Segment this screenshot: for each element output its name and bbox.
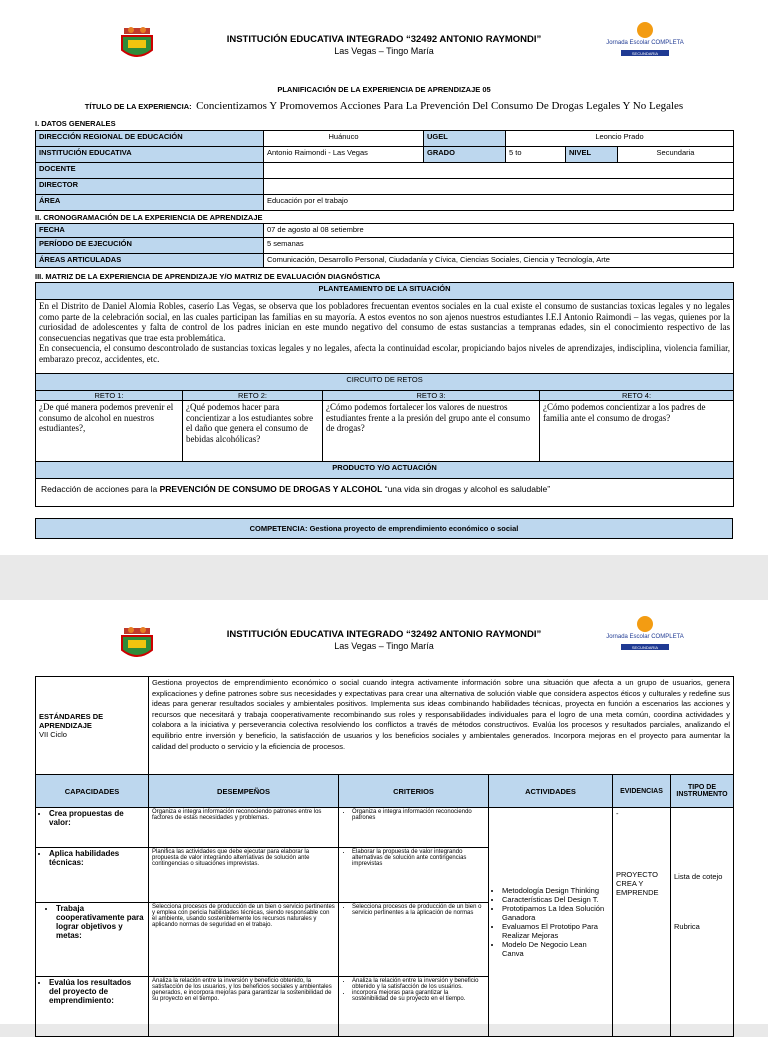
header-desempenos: DESEMPEÑOS	[149, 775, 339, 808]
cap-3: • Trabaja cooperativamente para lograr objetivos y metas:	[56, 904, 145, 940]
des-2: Planifica las actividades que debe ejecutar para elaborar la propuesta de valor integrando alternativas de solución ante contingencias o situaciones imprevistas.	[149, 848, 339, 903]
producto-post: “una vida sin drogas y alcohol es saludable”	[382, 484, 551, 494]
evidencias-cell	[613, 808, 671, 1037]
reto-4-text: ¿Cómo podemos concientizar a los padres de familia ante el consumo de drogas?	[540, 401, 734, 462]
reto-2-label: RETO 2:	[183, 391, 323, 401]
experience-title	[0, 96, 768, 114]
estandares-ciclo: VII Ciclo	[39, 730, 67, 739]
reto-1-text: ¿De qué manera podemos prevenir el consumo de alcohol en nuestros estudiantes?,	[36, 401, 183, 462]
director-label: DIRECTOR	[36, 179, 264, 195]
header-capacidades: CAPACIDADES	[36, 775, 149, 808]
estandares-table	[35, 676, 734, 775]
docente-label: DOCENTE	[36, 163, 264, 179]
nivel-label: NIVEL	[566, 147, 618, 163]
jec-logo-icon	[606, 20, 684, 64]
situacion-p2: En consecuencia, el consumo descontrolado de sustancias toxicas legales y no legales, afecta la continuidad escolar, propiciando bajos niveles de aprendizajes, indisciplina, violencia familiar, embarazo precoz, accidentes, etc.	[39, 343, 731, 364]
reto-3-text: ¿Cómo podemos fortalecer los valores de nuestros estudiantes frente a la presión del grupo ante el consumo de drogas?	[323, 401, 540, 462]
estandares-text: Gestiona proyectos de emprendimiento económico o social cuando integra activamente información sobre una situación que afecta a un grupo de usuarios, genera explicaciones y define patrones sobre sus necesidades y expectativas para crear una alternativa de solución viable que considera aspectos éticos y culturales y redefine sus ideas para generar resultados sociales y ambientales positivos. Implementa sus ideas combinando habilidades técnicas, proyecta en función a escenarios las acciones y recursos que necesitará y trabaja cooperativamente recombinando sus roles y responsabilidades individuales para el logro de una meta común, coordina actividades y colabora a la iniciativa y perseverancia colectiva resolviendo los conflictos a través de métodos constructivos. Evalúa los procesos y resultados parciales, analizando el equilibrio entre inversión y beneficio, la satisfacción de usuarios y los beneficios sociales y ambientales generados. Incorpora mejoras en el proyecto para aumentar la calidad del producto o servicio y la eficiencia de procesos.	[149, 677, 734, 775]
cronogramacion-table	[35, 223, 734, 268]
grado-label: GRADO	[424, 147, 506, 163]
cri-row-1	[339, 808, 489, 848]
producto-label: PRODUCTO Y/O ACTUACIÓN	[36, 462, 734, 479]
docente-value	[264, 163, 734, 179]
periodo-value: 5 semanas	[264, 238, 734, 254]
actividad-1: • Metodología Design Thinking	[502, 886, 609, 895]
producto-text	[36, 479, 734, 507]
nivel-value: Secundaria	[618, 147, 734, 163]
jec-logo-sub: SECUNDARIA	[631, 645, 659, 650]
experience-label: TÍTULO DE LA EXPERIENCIA:	[84, 102, 192, 111]
estandares-label: ESTÁNDARES DE APRENDIZAJE	[39, 712, 104, 730]
des-3: Selecciona procesos de producción de un bien o servicio pertinentes y emplea con pericia habilidades técnicas, siendo responsable con el ambiente, usando sosteniblemente los recursos naturales y aplicando normas de seguridad en el trabajo.	[149, 903, 339, 977]
des-1: Organiza e integra información reconociendo patrones entre los factores de estas necesidades y problemas.	[149, 808, 339, 848]
cri-row-3	[339, 903, 489, 977]
des-4: Analiza la relación entre la inversión y beneficio obtenido, la satisfacción de los usuarios, y los beneficios sociales y ambientales generados, e incorpora mejoras para garantizar la sostenibilidad de su proyecto en el tiempo.	[149, 977, 339, 1037]
grado-value: 5 to	[506, 147, 566, 163]
estandares-cell	[36, 677, 149, 775]
actividades-cell	[489, 808, 613, 1037]
areas-value: Comunicación, Desarrollo Personal, Ciudadanía y Cívica, Ciencias Sociales, Ciencia y Tecnología, Arte	[264, 254, 734, 268]
cap-row-3	[36, 903, 149, 977]
header-criterios: CRITERIOS	[339, 775, 489, 808]
instrumento-1: Lista de cotejo	[674, 872, 723, 881]
circuito-label: CIRCUITO DE RETOS	[36, 374, 734, 391]
cap-row-4	[36, 977, 149, 1037]
periodo-label: PERÍODO DE EJECUCIÓN	[36, 238, 264, 254]
situacion-label: PLANTEAMIENTO DE LA SITUACIÓN	[36, 283, 734, 300]
datos-generales-table	[35, 130, 734, 211]
capacidades-table	[35, 774, 734, 1037]
actividad-3: • Prototipamos La Idea Solución Ganadora	[502, 904, 609, 922]
page-2	[0, 600, 768, 1024]
header-evidencias: EVIDENCIAS	[613, 775, 671, 808]
actividad-5: • Modelo De Negocio Lean Canva	[502, 940, 609, 958]
reto-1-label: RETO 1:	[36, 391, 183, 401]
fecha-label: FECHA	[36, 224, 264, 238]
instrumento-cell	[671, 808, 734, 1037]
header-actividades: ACTIVIDADES	[489, 775, 613, 808]
ie-label: INSTITUCIÓN EDUCATIVA	[36, 147, 264, 163]
cri-3: • Selecciona procesos de producción de un bien o servicio pertinentes a la aplicación de normas	[352, 904, 485, 916]
datos-heading: I. DATOS GENERALES	[35, 119, 116, 128]
dre-value: Huánuco	[264, 131, 424, 147]
evidencias-text: PROYECTO CREA Y EMPRENDE	[616, 870, 659, 897]
cri-row-2	[339, 848, 489, 903]
areas-label: ÁREAS ARTICULADAS	[36, 254, 264, 268]
area-label: ÁREA	[36, 195, 264, 211]
matriz-table	[35, 282, 734, 507]
jec-logo-text: Jornada Escolar COMPLETA	[606, 40, 684, 46]
situacion-text	[36, 300, 734, 374]
instrumento-2: Rubrica	[674, 922, 700, 931]
producto-bold: PREVENCIÓN DE CONSUMO DE DROGAS Y ALCOHOL	[159, 484, 383, 494]
actividad-4: • Evaluamos El Prototipo Para Realizar Mejoras	[502, 922, 609, 940]
area-value: Educación por el trabajo	[264, 195, 734, 211]
cap-row-1	[36, 808, 149, 848]
school-location: Las Vegas – Tingo María	[334, 46, 434, 56]
ugel-value: Leoncio Prado	[506, 131, 734, 147]
cap-4: • Evalúa los resultados del proyecto de emprendimiento:	[49, 978, 145, 1005]
jec-logo-icon	[606, 614, 684, 658]
cri-1: • Organiza e integra información reconociendo patrones	[352, 809, 485, 821]
reto-2-text: ¿Qué podemos hacer para concientizar a los estudiantes sobre el daño que genera el consumo de bebidas alcohólicas?	[183, 401, 323, 462]
dre-label: DIRECCIÓN REGIONAL DE EDUCACIÓN	[36, 131, 264, 147]
director-value	[264, 179, 734, 195]
jec-logo-text: Jornada Escolar COMPLETA	[606, 634, 684, 640]
reto-3-label: RETO 3:	[323, 391, 540, 401]
ie-value: Antonio Raimondi - Las Vegas	[264, 147, 424, 163]
actividad-2: • Características Del Design T.	[502, 895, 609, 904]
ugel-label: UGEL	[424, 131, 506, 147]
matriz-heading: III. MATRIZ DE LA EXPERIENCIA DE APRENDIZAJE Y/O MATRIZ DE EVALUACIÓN DIAGNÓSTICA	[35, 272, 381, 281]
cri-2: • Elaborar la propuesta de valor integrando alternativas de solución ante contingencias imprevistas	[352, 849, 485, 867]
cri-4a: • Analiza la relación entre la inversión y beneficio obtenido y la satisfacción de los usuarios.	[352, 978, 485, 990]
cri-row-4	[339, 977, 489, 1037]
school-name: INSTITUCIÓN EDUCATIVA INTEGRADO “32492 ANTONIO RAYMONDI”	[226, 629, 542, 640]
jec-logo-sub: SECUNDARIA	[631, 51, 659, 56]
plan-title: PLANIFICACIÓN DE LA EXPERIENCIA DE APRENDIZAJE 05	[277, 85, 491, 94]
cap-2: • Aplica habilidades técnicas:	[49, 849, 145, 867]
school-name: INSTITUCIÓN EDUCATIVA INTEGRADO “32492 ANTONIO RAYMONDI”	[226, 34, 542, 45]
experience-value: Concientizamos Y Promovemos Acciones Para La Prevención Del Consumo De Drogas Legales Y No Legales	[196, 100, 684, 112]
cri-4b: • incorpora mejoras para garantizar la sostenibilidad de su proyecto en el tiempo.	[352, 990, 485, 1002]
reto-4-label: RETO 4:	[540, 391, 734, 401]
school-location: Las Vegas – Tingo María	[334, 641, 434, 651]
competencia-banner: COMPETENCIA: Gestiona proyecto de emprendimiento económico o social	[35, 518, 733, 539]
cap-1: • Crea propuestas de valor:	[49, 809, 145, 827]
evidencias-top: -	[616, 809, 619, 818]
fecha-value: 07 de agosto al 08 setiembre	[264, 224, 734, 238]
situacion-p1: En el Distrito de Daniel Alomia Robles, caserío Las Vegas, se observa que los pobladores frecuentan eventos sociales en la cual existe el consumo de sustancias toxicas legales y no legales como parte de la celebración social, en las cuales participan las familias en su mayoría. A estos eventos no son ajenos nuestros estudiantes I.E.I Antonio Raimondi – las vegas, quienes por la curiosidad de adolescentes y falta de control de los padres inician en este mundo negativo del consumo de estas sustancias a tempranas edades, sin el conocimiento respectivo de las consecuencias negativas que trae esta problemática.	[39, 301, 731, 343]
crono-heading: II. CRONOGRAMACIÓN DE LA EXPERIENCIA DE APRENDIZAJE	[35, 213, 263, 222]
header-instrumento: TIPO DE INSTRUMENTO	[671, 775, 734, 808]
cap-row-2	[36, 848, 149, 903]
producto-pre: Redacción de acciones para la	[41, 484, 160, 494]
